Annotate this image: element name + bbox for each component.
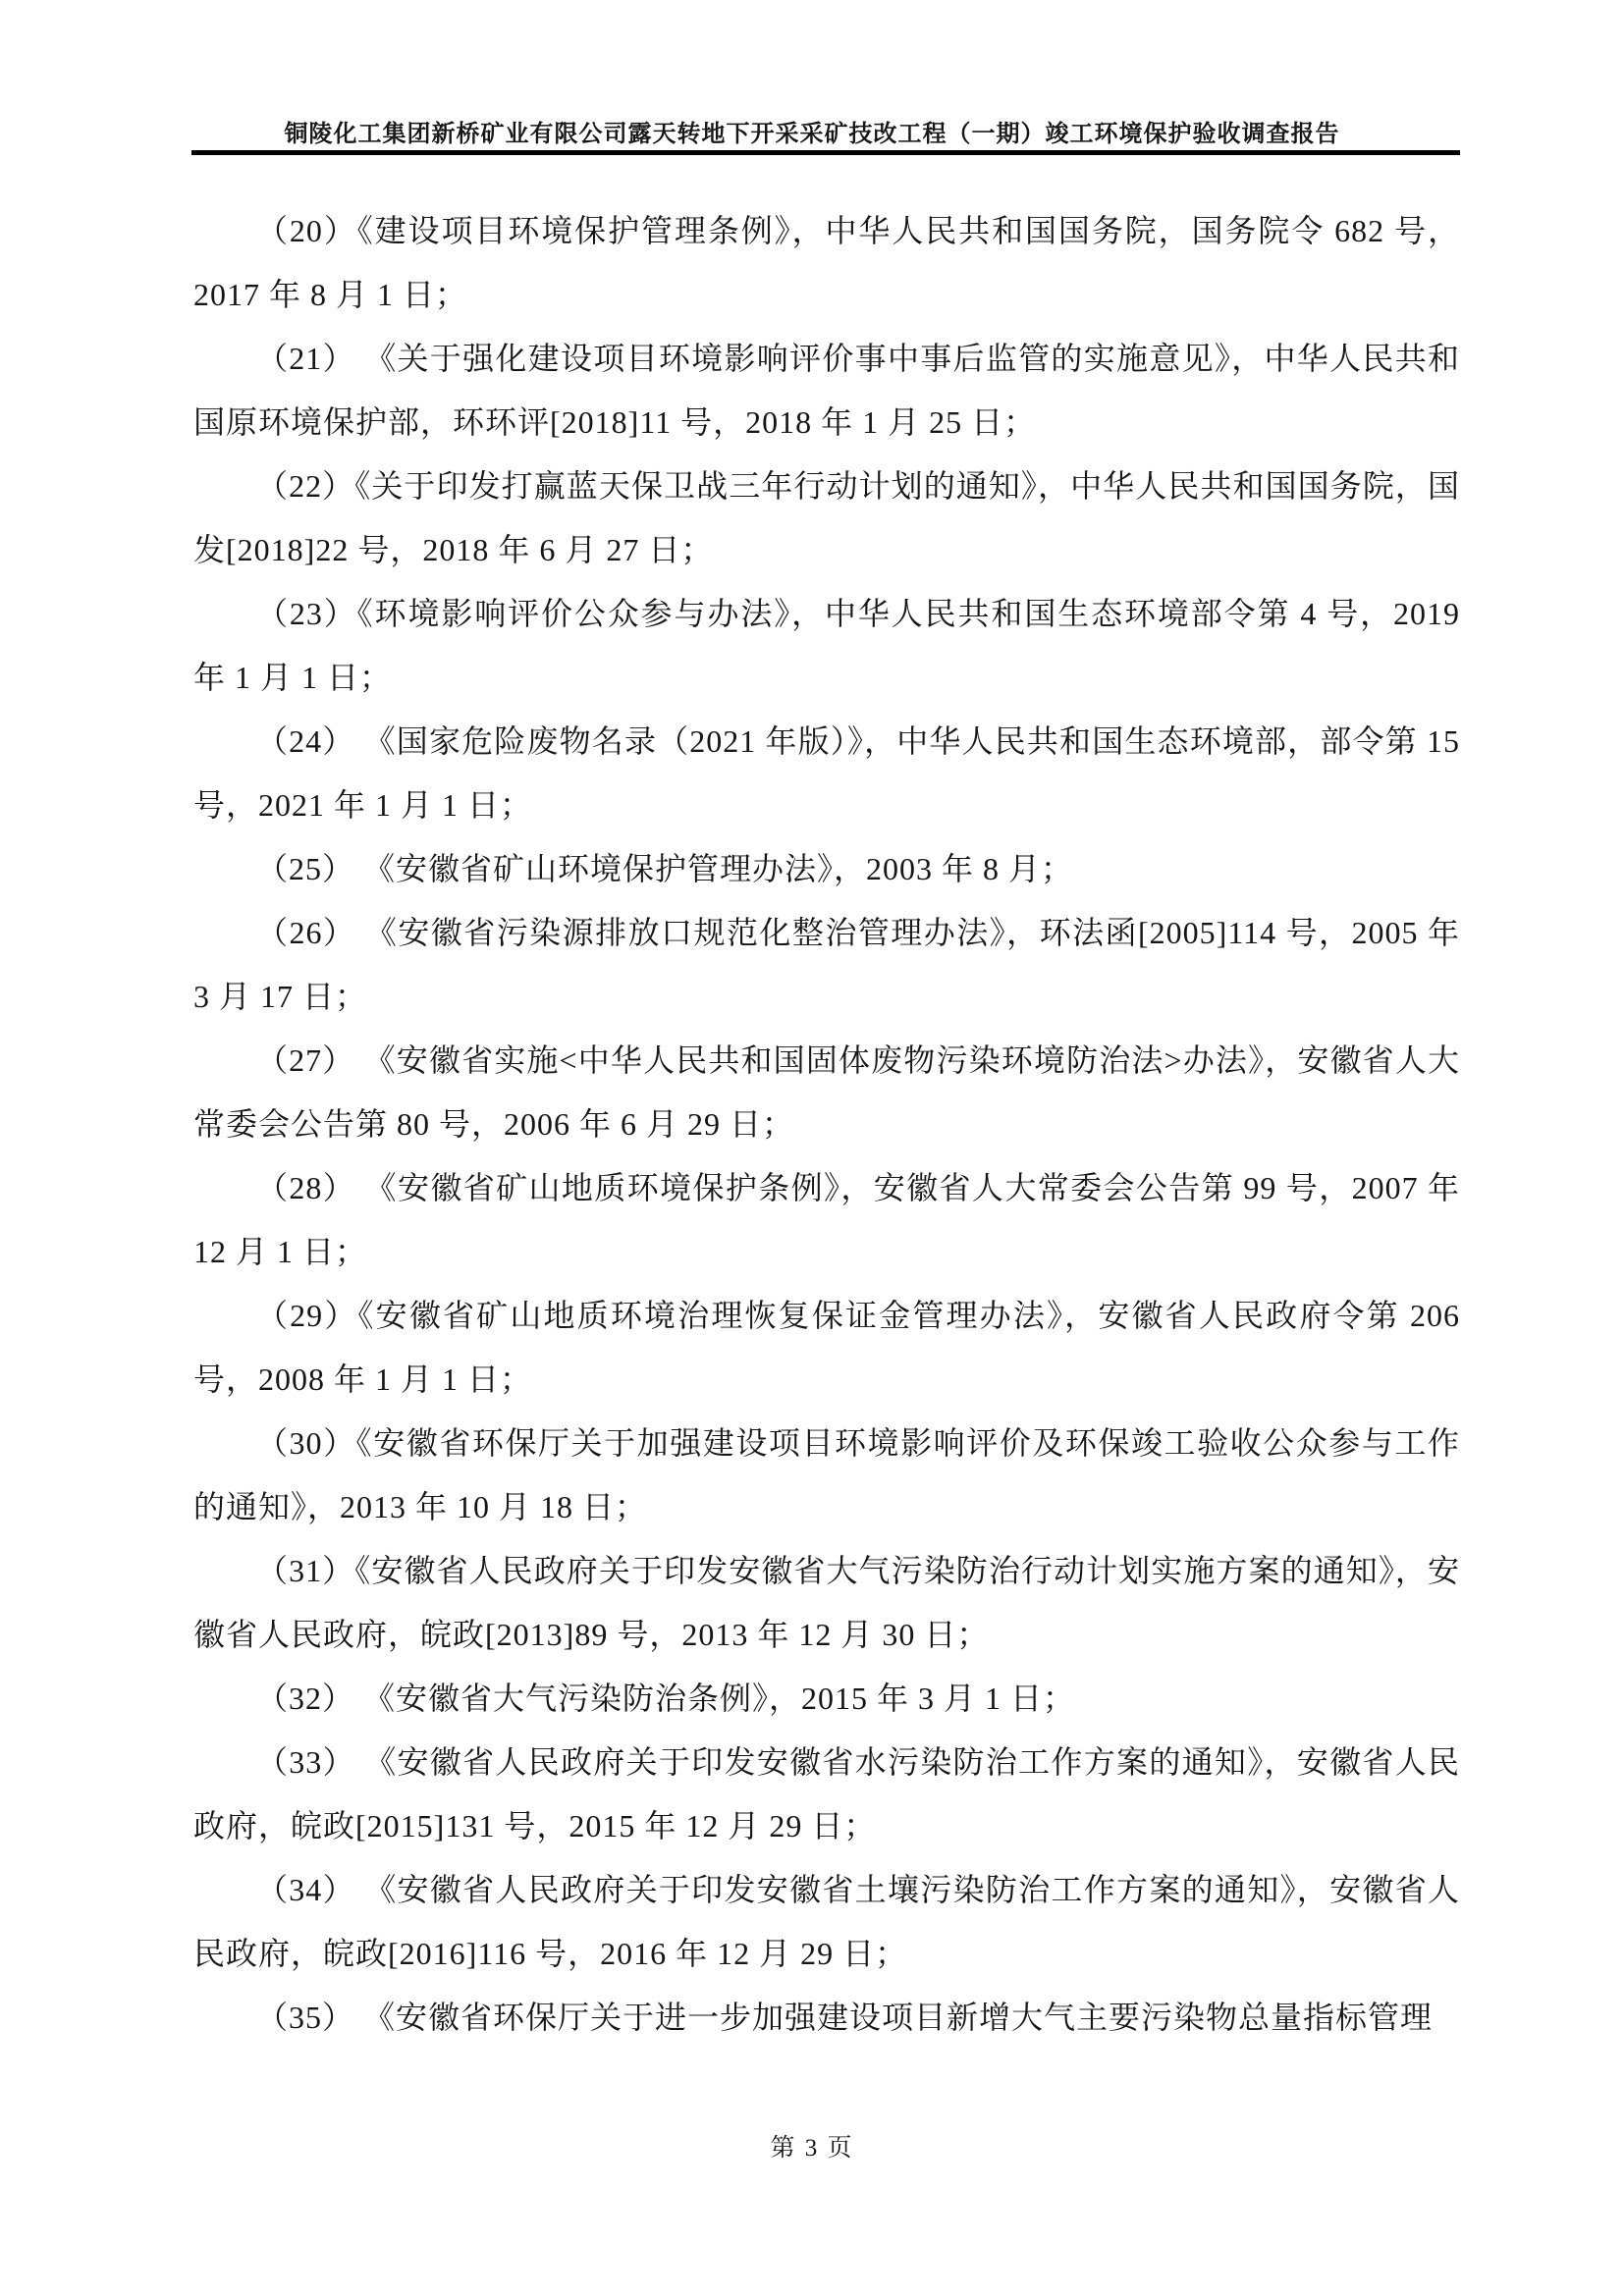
list-item: （22）《关于印发打赢蓝天保卫战三年行动计划的通知》，中华人民共和国国务院，国发[2018]22 号，2018 年 6 月 27 日；: [193, 468, 1460, 567]
list-item: （29）《安徽省矿山地质环境治理恢复保证金管理办法》，安徽省人民政府令第 206 号，2008 年 1 月 1 日；: [193, 1298, 1460, 1397]
list-item: （28） 《安徽省矿山地质环境保护条例》，安徽省人大常委会公告第 99 号，2007 年 12 月 1 日；: [193, 1170, 1460, 1269]
list-item: （26） 《安徽省污染源排放口规范化整治管理办法》，环法函[2005]114 号，2005 年 3 月 17 日；: [193, 915, 1460, 1014]
list-item: （32） 《安徽省大气污染防治条例》，2015 年 3 月 1 日；: [256, 1681, 1076, 1716]
header-title: 铜陵化工集团新桥矿业有限公司露天转地下开采采矿技改工程（一期）竣工环境保护验收调查报告: [284, 122, 1340, 147]
list-item: （20）《建设项目环境保护管理条例》，中华人民共和国国务院，国务院令 682 号，2017 年 8 月 1 日；: [193, 213, 1460, 312]
list-item: （25） 《安徽省矿山环境保护管理办法》，2003 年 8 月；: [256, 851, 1074, 886]
page-number: 第 3 页: [770, 2135, 854, 2162]
list-item: （30）《安徽省环保厅关于加强建设项目环境影响评价及环保竣工验收公众参与工作的通知》，2013 年 10 月 18 日；: [193, 1425, 1460, 1524]
list-item: （31）《安徽省人民政府关于印发安徽省大气污染防治行动计划实施方案的通知》，安徽省人民政府，皖政[2013]89 号，2013 年 12 月 30 日；: [193, 1553, 1460, 1652]
header-rule: [191, 150, 1460, 155]
list-item: （24） 《国家危险废物名录（2021 年版）》，中华人民共和国生态环境部，部令第 15 号，2021 年 1 月 1 日；: [193, 723, 1460, 823]
list-item: （33） 《安徽省人民政府关于印发安徽省水污染防治工作方案的通知》，安徽省人民政府，皖政[2015]131 号，2015 年 12 月 29 日；: [193, 1744, 1460, 1843]
list-item: （27） 《安徽省实施<中华人民共和国固体废物污染环境防治法>办法》，安徽省人大常委会公告第 80 号，2006 年 6 月 29 日；: [193, 1042, 1460, 1142]
page-footer: [0, 2128, 1624, 2163]
list-item: （35） 《安徽省环保厅关于进一步加强建设项目新增大气主要污染物总量指标管理: [256, 2000, 1434, 2035]
list-item: （34） 《安徽省人民政府关于印发安徽省土壤污染防治工作方案的通知》，安徽省人民政府，皖政[2016]116 号，2016 年 12 月 29 日；: [193, 1872, 1460, 1971]
list-item: （21） 《关于强化建设项目环境影响评价事中事后监管的实施意见》，中华人民共和国原环境保护部，环环评[2018]11 号，2018 年 1 月 25 日；: [193, 341, 1460, 440]
list-item: （23）《环境影响评价公众参与办法》，中华人民共和国生态环境部令第 4 号，2019 年 1 月 1 日；: [193, 596, 1460, 695]
reference-list: [193, 199, 1460, 2050]
